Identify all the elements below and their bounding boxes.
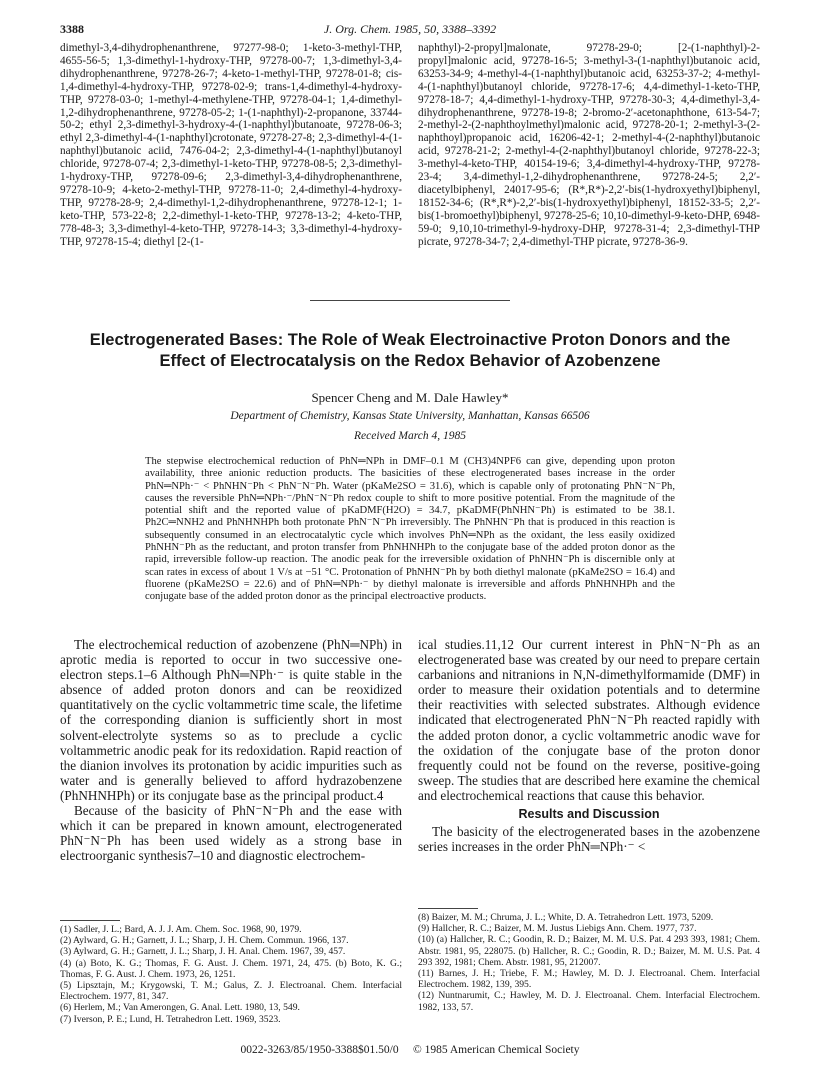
footnote-rule <box>60 920 120 921</box>
section-heading: Results and Discussion <box>518 807 660 822</box>
body-column-left <box>60 637 402 863</box>
body-paragraph: ical studies.11,12 Our current interest in PhN⁻N⁻Ph as an electrogenerated base was created by our need to prepare certain carbanions and nitranions in N,N-dimethylformamide (DMF) in order to measure their oxidation potentials and to determine their reactivities with selected substrates. Although evidence indicated that electrogenerated PhN⁻N⁻Ph reacted rapidly with the added proton donor, a cyclic voltammetric anodic wave for the oxidation of the conjugate base of the proton donor frequently could not be found on the reverse, positive-going sweep. The studies that are described here examine the chemical and electrochemical reactions that cause this behavior. <box>418 637 760 803</box>
article-code: 0022-3263/85/1950-3388$01.50/0 <box>240 1044 399 1056</box>
footnote: (6) Herlem, M.; Van Amerongen, G. Anal. Lett. 1980, 13, 549. <box>60 1002 300 1014</box>
body-paragraph: The electrochemical reduction of azobenzene (PhN═NPh) in aprotic media is reported to occur in two successive one-electron steps.1–6 Although PhN═NPh·⁻ is quite stable in the absence of added proton donors and can be reoxidized quantitatively on the cyclic voltammetric time scale, the lifetime of the corresponding dianion is sufficiently short in most solvent-electrolyte systems so as to preclude a cyclic voltammetric anodic peak for its redoxidation. Rapid reaction of the dianion involves its protonation by acidic impurities such as water and is generally believed to afford hydrazobenzene (PhNHNHPh) or its conjugate base as the principal product.4 <box>60 637 402 803</box>
page-number: 3388 <box>60 22 84 36</box>
received-date: Received March 4, 1985 <box>354 430 466 442</box>
footnote: (1) Sadler, J. L.; Bard, A. J. J. Am. Chem. Soc. 1968, 90, 1979. <box>60 924 302 935</box>
authors: Spencer Cheng and M. Dale Hawley* <box>311 390 509 405</box>
footnote: (11) Barnes, J. H.; Triebe, F. M.; Hawley, M. D. J. Electroanal. Chem. Interfacial Electrochem. 1982, 139, 395. <box>418 968 760 991</box>
footnotes-left <box>60 924 402 1025</box>
abstract: The stepwise electrochemical reduction of PhN═NPh in DMF–0.1 M (CH3)4NPF6 can give, depending upon proton availability, three anionic reduction products. The basicities of these electrogenerated bases increase in the order PhN═NPh·⁻ < PhNHN⁻Ph < PhN⁻N⁻Ph. Water (pKaMe2SO = 31.6), which is capable only of protonating PhN⁻N⁻Ph, causes the reversible PhN═NPh·⁻/PhN⁻N⁻Ph redox couple to shift to more positive potential. From the magnitude of the potential shift and the reported value of pKaDMF(H2O) = 34.7, pKaDMF(PhNHN⁻Ph) is estimated to be 38.1. Ph2C═NNH2 and PhNHNHPh both protonate PhN⁻N⁻Ph irreversibly. The PhNHN⁻Ph that is produced in this reaction is subsequently consumed in an electrocatalytic cycle which involves PhN═NPh as the oxidant, the less easily oxidized PhNHN⁻Ph as the reductant, and proton transfer from PhNHNHPh to the conjugate base of the added proton donor as the rapid, irreversible follow-up reaction. The anodic peak for the irreversible oxidation of PhNHN⁻Ph is discernible only at scan rates in excess of about 1 V/s at −51 °C. Protonation of PhNHN⁻Ph by both diethyl malonate (pKaMe2SO = 16.4) and fluorene (pKaMe2SO = 22.6) and of PhN═NPh·⁻ by diethyl malonate is irreversible and affords PhNHNHPh and the conjugate base of the added proton donor as the principal electroactive products. <box>145 456 675 603</box>
footnote-rule <box>418 908 478 909</box>
body-column-right <box>418 637 760 854</box>
footnote: (3) Aylward, G. H.; Garnett, J. L.; Sharp, J. H. Anal. Chem. 1967, 39, 457. <box>60 946 346 958</box>
article-title: Electrogenerated Bases: The Role of Weak Electroinactive Proton Donors and the Effect of Electrocatalysis on the Redox Behavior of Azobenzene <box>89 331 731 370</box>
article-separator <box>310 300 510 301</box>
body-paragraph: Because of the basicity of PhN⁻N⁻Ph and the ease with which it can be prepared in known amount, electrogenerated PhN⁻N⁻Ph has been used widely as a strong base in electroorganic synthesis7–10 and diagnostic electrochem- <box>60 803 402 864</box>
copyright: © 1985 American Chemical Society <box>412 1044 580 1056</box>
footnote: (12) Nuntnarumit, C.; Hawley, M. D. J. Electroanal. Chem. Interfacial Electrochem. 1982, 133, 57. <box>418 990 760 1013</box>
page-footer <box>60 1044 760 1056</box>
footnote: (8) Baizer, M. M.; Chruma, J. L.; White, D. A. Tetrahedron Lett. 1973, 5209. <box>418 912 714 923</box>
registry-numbers-left: dimethyl-3,4-dihydrophenanthrene, 97277-98-0; 1-keto-3-methyl-THP, 4655-56-5; 1,3-dimethyl-1-hydroxy-THP, 97278-00-7; 1,3-dimethyl-3,4-dihydrophenanthrene, 97278-26-7; 4-keto-1-methyl-THP, 97278-01-8; cis-1,4-dimethyl-4-hydroxy-THP, 97278-02-9; trans-1,4-dimethyl-4-hydroxy-THP, 97278-03-0; 1-methyl-4-methylene-THP, 97278-04-1; 1,4-dimethyl-1,2-dihydrophenanthrene, 97278-05-2; 1-(1-naphthyl)-2-propanone, 33744-50-2; ethyl 2,3-dimethyl-3-hydroxy-4-(1-naphthyl)butanoate, 97278-06-3; ethyl 2,3-dimethyl-4-(1-naphthyl)crotonate, 97278-27-8; 2,3-dimethyl-4-(1-naphthyl)butanoic aciid, 7476-04-2; 2,3-dimethyl-4-(1-naphthyl)butanoyl chloride, 97278-07-4; 2,3-dimethyl-1-keto-THP, 97278-08-5; 2,3-dimethyl-1-hydroxy-THP, 97278-09-6; 2,3-dimethyl-3,4-dihydrophenanthrene, 97278-10-9; 4-keto-2-methyl-THP, 97278-11-0; 2,4-dimethyl-4-hydroxy-THP, 97278-28-9; 2,4-dimethyl-1,2-dihydrophenanthrene, 97278-12-1; 1-keto-THP, 573-22-8; 2,2-dimethyl-1-keto-THP, 97278-13-2; 4-keto-THP, 778-48-3; 3,3-dimethyl-4-keto-THP, 97278-14-3; 3,3-dimethyl-4-hydroxy-THP, 97278-15-4; diethyl [2-(1- <box>60 42 402 248</box>
footnote: (5) Lipsztajn, M.; Krygowski, T. M.; Galus, Z. J. Electroanal. Chem. Interfacial Electrochem. 1977, 81, 347. <box>60 980 402 1003</box>
footnote: (4) (a) Boto, K. G.; Thomas, F. G. Aust. J. Chem. 1971, 24, 475. (b) Boto, K. G.; Thomas, F. G. Aust. J. Chem. 1973, 26, 1251. <box>60 957 402 980</box>
footnote: (10) (a) Hallcher, R. C.; Goodin, R. D.; Baizer, M. M. U.S. Pat. 4 293 393, 1981; Chem. Abstr. 1981, 95, 228075. (b) Hallcher, R. C.; Goodin, R. D.; Baizer, M. M. U.S. Pat. 4 293 392, 1981; Chem. Abstr. 1981, 95, 212007. <box>418 934 760 968</box>
footnotes-right <box>418 912 760 1013</box>
affiliation: Department of Chemistry, Kansas State University, Manhattan, Kansas 66506 <box>230 410 590 422</box>
journal-citation: J. Org. Chem. 1985, 50, 3388–3392 <box>323 22 497 36</box>
body-paragraph: The basicity of the electrogenerated bases in the azobenzene series increases in the order PhN═NPh·⁻ < <box>418 824 760 855</box>
footnote: (2) Aylward, G. H.; Garnett, J. L.; Sharp, J. H. Chem. Commun. 1966, 137. <box>60 935 349 947</box>
footnote: (9) Hallcher, R. C.; Baizer, M. M. Justus Liebigs Ann. Chem. 1977, 737. <box>418 923 697 935</box>
running-head <box>60 22 760 38</box>
registry-numbers-right: naphthyl)-2-propyl]malonate, 97278-29-0; [2-(1-naphthyl)-2-propyl]malonic acid, 97278-16-5; 3-methyl-3-(1-naphthyl)butanoic acid, 63253-34-9; 4-methyl-4-(1-naphthyl)butanoic acid, 63253-37-2; 4-methyl-4-(1-naphthyl)butanoyl chloride, 97278-17-6; 4,4-dimethyl-1-keto-THP, 97278-18-7; 4,4-dimethyl-1-hydroxy-THP, 97278-30-3; 4,4-dimethyl-3,4-dihydrophenanthrene, 97278-19-8; 2-bromo-2′-acetonaphthone, 613-54-7; 2-methyl-2-(2-naphthoylmethyl)malonic acid, 97278-20-1; 2-methyl-3-(2-naphthoyl)propanoic acid, 16206-42-1; 2-methyl-4-(2-naphthyl)butanoic acid, 97278-21-2; 2-methyl-4-(2-naphthyl)butanoyl chloride, 97278-22-3; 3-methyl-4-keto-THP, 40154-19-6; 3,4-dimethyl-4-hydroxy-THP, 97278-23-4; 3,4-dimethyl-1,2-dihydrophenanthrene, 97278-24-5; 2,2′-diacetylbiphenyl, 24017-95-6; (R*,R*)-2,2′-bis(1-hydroxyethyl)biphenyl, 18152-34-6; (R*,R*)-2,2′-bis(1-hydroxyethyl)biphenyl, 18152-33-5; 2,2′-bis(1-bromoethyl)biphenyl, 97278-25-6; 10,10-dimethyl-9-keto-DHP, 6948-59-0; 9,10,10-trimethyl-9-hydroxy-DHP, 97278-31-4; 2,3-dimethyl-THP picrate, 97278-34-7; 2,4-dimethyl-THP picrate, 97278-36-9. <box>418 42 760 248</box>
footnote: (7) Iverson, P. E.; Lund, H. Tetrahedron Lett. 1969, 3523. <box>60 1013 281 1025</box>
